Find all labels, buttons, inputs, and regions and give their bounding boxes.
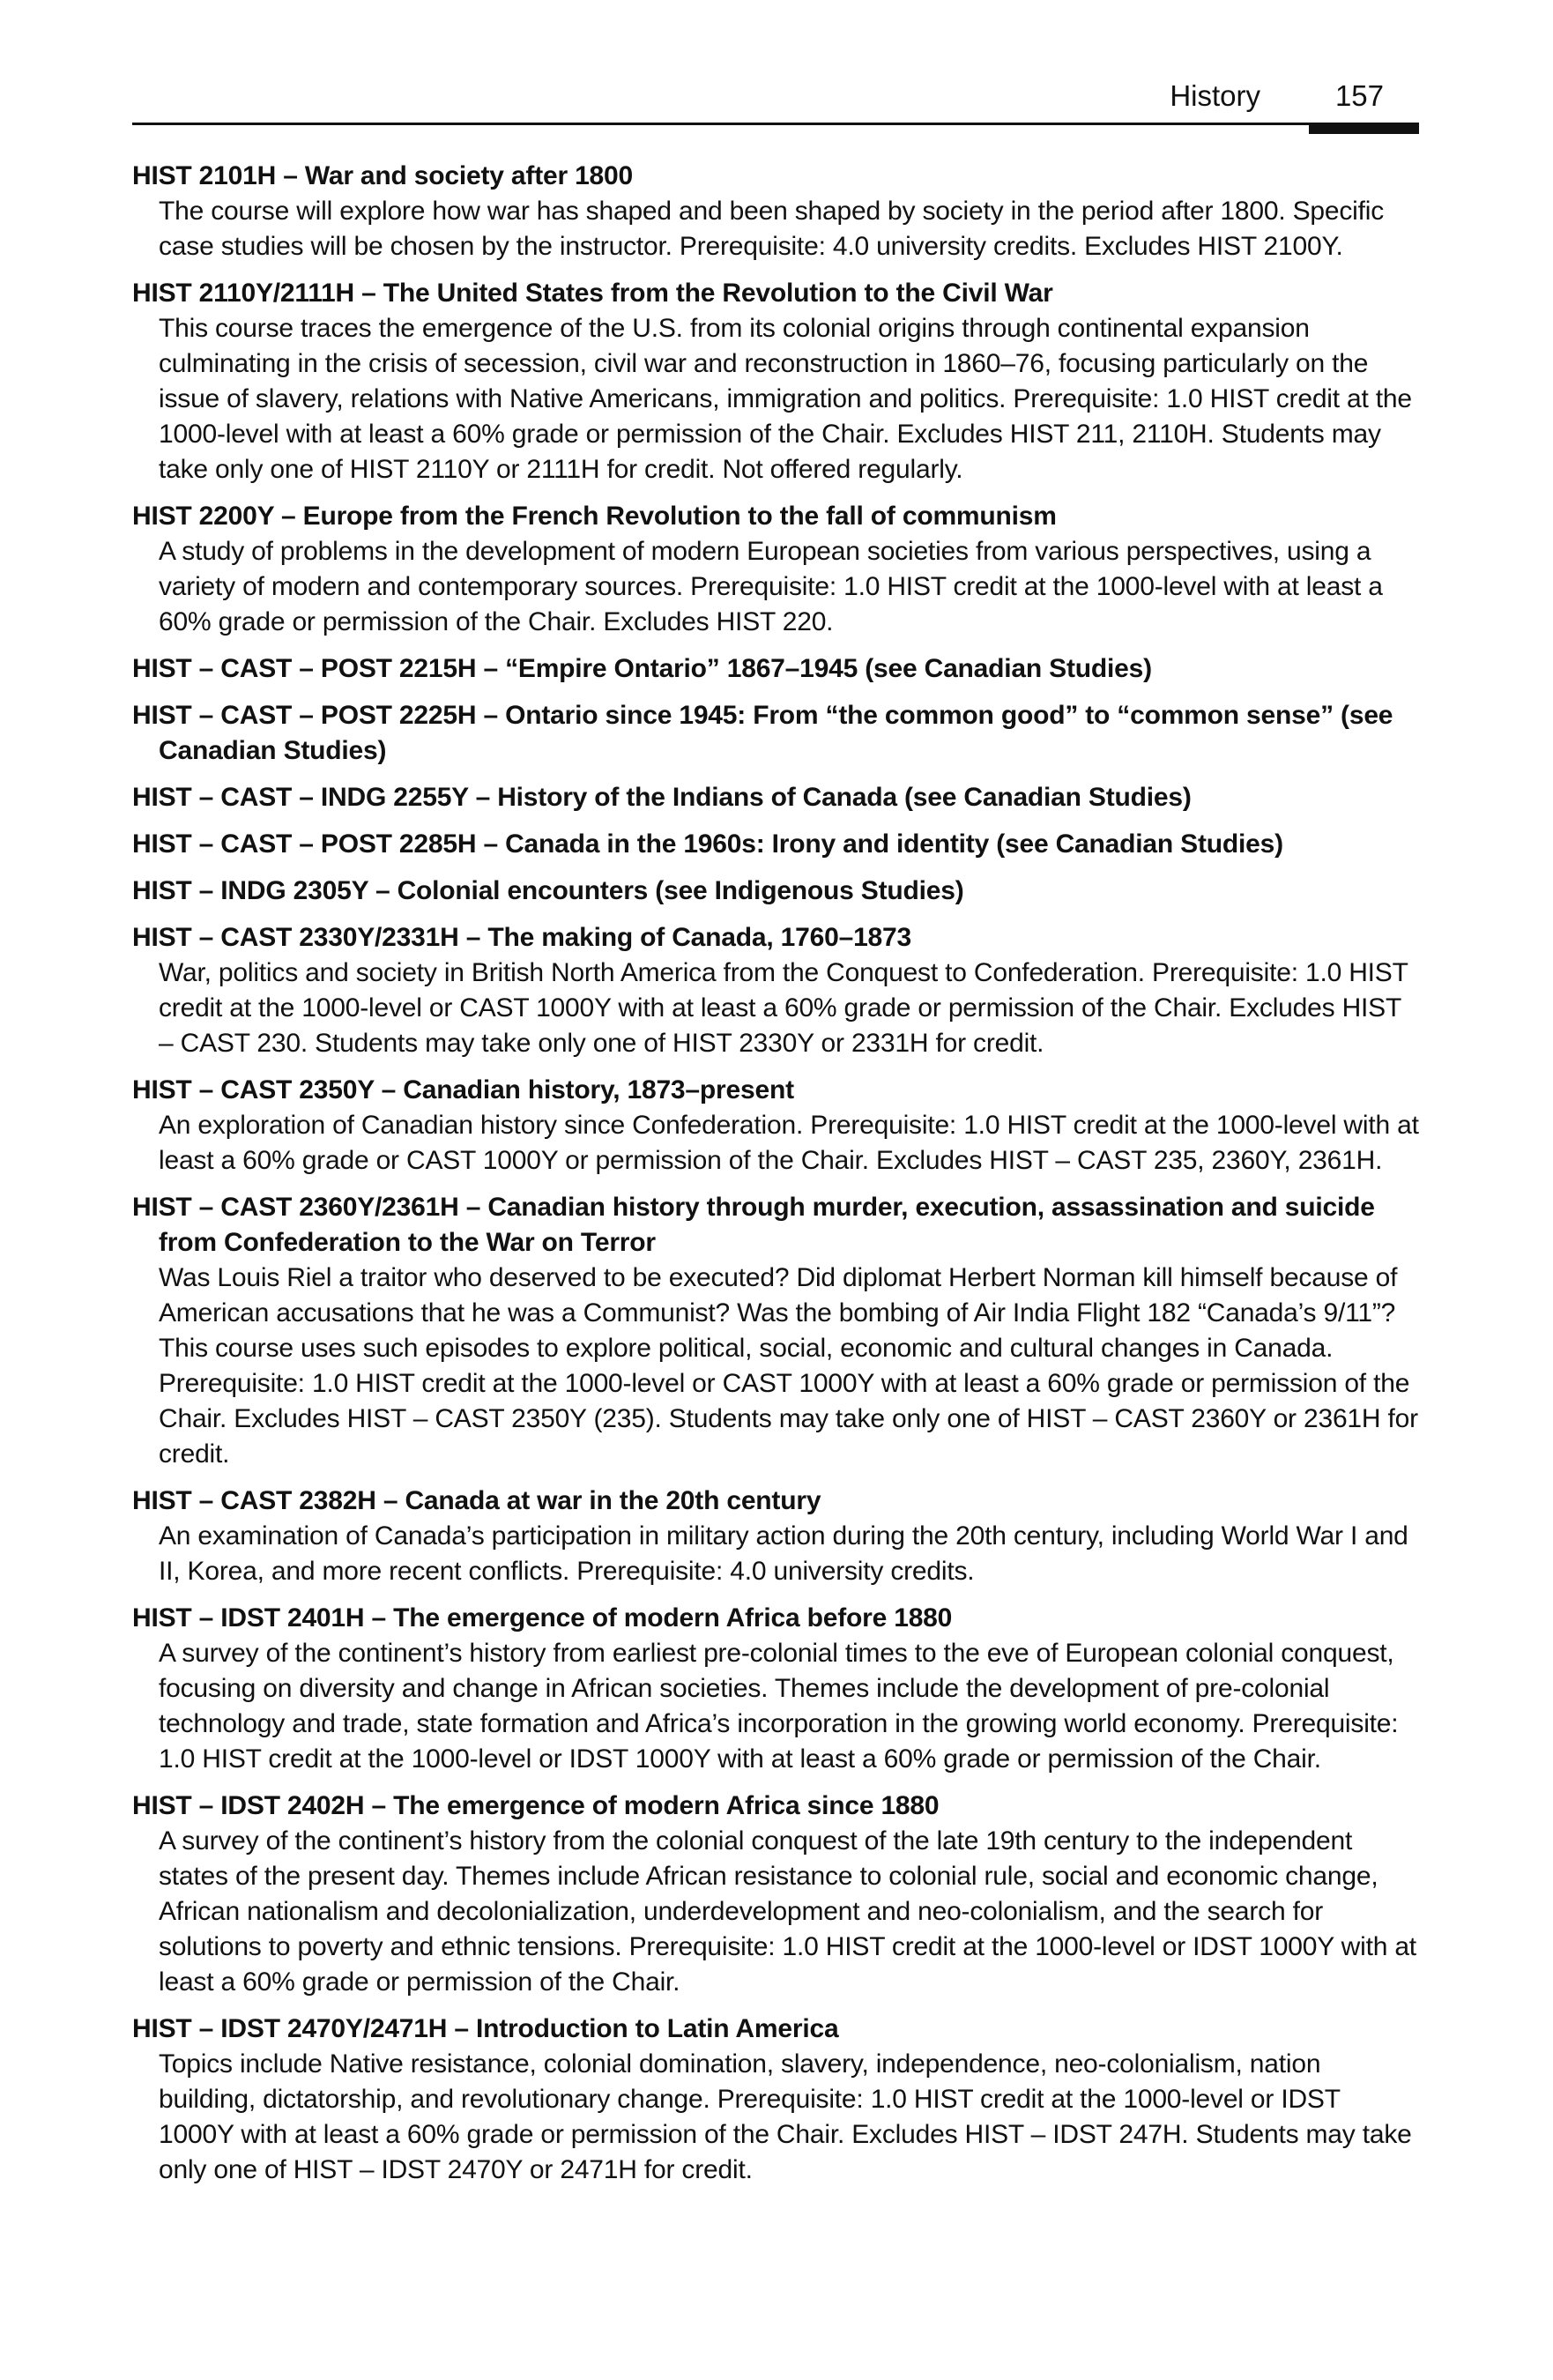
running-head-section: History	[1170, 79, 1260, 112]
course-title: HIST – CAST 2350Y – Canadian history, 1873–present	[132, 1075, 794, 1104]
course-list	[132, 159, 1419, 2199]
course-entry	[132, 2012, 1419, 2188]
course-description: An examination of Canada’s participation in military action during the 20th century, including World War I and II, Korea, and more recent conflicts. Prerequisite: 4.0 university credits.	[159, 1521, 1408, 1586]
header-tab-bar	[1309, 123, 1419, 134]
course-title: HIST – INDG 2305Y – Colonial encounters (see Indigenous Studies)	[132, 876, 964, 905]
course-title: HIST – CAST – POST 2285H – Canada in the 1960s: Irony and identity (see Canadian Studies)	[132, 829, 1283, 859]
course-description: Was Louis Riel a traitor who deserved to be executed? Did diplomat Herbert Norman kill himself because of American accusations that he was a Communist? Was the bombing of Air India Flight 182 “Canada’s 9/11”? This course uses such episodes to explore political, social, economic and cultural changes in Canada. Prerequisite: 1.0 HIST credit at the 1000-level or CAST 1000Y with at least a 60% grade or permission of the Chair. Excludes HIST – CAST 2350Y (235). Students may take only one of HIST – CAST 2360Y or 2361H for credit.	[159, 1263, 1418, 1469]
course-title: HIST – CAST – INDG 2255Y – History of the Indians of Canada (see Canadian Studies)	[132, 783, 1192, 812]
course-entry	[132, 276, 1419, 487]
course-title: HIST – CAST 2382H – Canada at war in the 20th century	[132, 1486, 821, 1515]
course-entry	[132, 1789, 1419, 2000]
page-header	[132, 78, 1419, 139]
course-description: Topics include Native resistance, colonial domination, slavery, independence, neo-colonialism, nation building, dictatorship, and revolutionary change. Prerequisite: 1.0 HIST credit at the 1000-level or IDST 1000Y with at least a 60% grade or permission of the Chair. Excludes HIST – IDST 247H. Students may take only one of HIST – IDST 2470Y or 2471H for credit.	[159, 2049, 1412, 2184]
course-title: HIST – IDST 2402H – The emergence of modern Africa since 1880	[132, 1791, 940, 1820]
course-entry	[132, 780, 1419, 815]
course-description: A study of problems in the development of modern European societies from various perspectives, using a variety of modern and contemporary sources. Prerequisite: 1.0 HIST credit at the 1000-level with at least a 60% grade or permission of the Chair. Excludes HIST 220.	[159, 537, 1383, 636]
course-entry	[132, 920, 1419, 1061]
course-title: HIST – IDST 2470Y/2471H – Introduction to Latin America	[132, 2014, 839, 2043]
course-entry	[132, 1190, 1419, 1472]
course-title: HIST – CAST 2360Y/2361H – Canadian history through murder, execution, assassination and suicide from Confederation to the War on Terror	[132, 1193, 1375, 1257]
course-description: A survey of the continent’s history from earliest pre-colonial times to the eve of European colonial conquest, focusing on diversity and change in African societies. Themes include the development of pre-colonial technology and trade, state formation and Africa’s incorporation in the growing world economy. Prerequisite: 1.0 HIST credit at the 1000-level or IDST 1000Y with at least a 60% grade or permission of the Chair.	[159, 1639, 1399, 1774]
course-title: HIST 2110Y/2111H – The United States from the Revolution to the Civil War	[132, 279, 1053, 308]
course-entry	[132, 651, 1419, 687]
course-title: HIST – CAST – POST 2225H – Ontario since 1945: From “the common good” to “common sense” (see Canadian Studies)	[132, 701, 1393, 765]
course-entry	[132, 159, 1419, 264]
course-entry	[132, 827, 1419, 862]
course-entry	[132, 499, 1419, 640]
course-title: HIST – IDST 2401H – The emergence of modern Africa before 1880	[132, 1603, 953, 1633]
course-entry	[132, 698, 1419, 769]
course-title: HIST 2200Y – Europe from the French Revolution to the fall of communism	[132, 502, 1057, 531]
course-description: The course will explore how war has shaped and been shaped by society in the period after 1800. Specific case studies will be chosen by the instructor. Prerequisite: 4.0 university credits. Excludes HIST 2100Y.	[159, 197, 1385, 261]
course-entry	[132, 1601, 1419, 1777]
course-description: This course traces the emergence of the U.S. from its colonial origins through continental expansion culminating in the crisis of secession, civil war and reconstruction in 1860–76, focusing particularly on the issue of slavery, relations with Native Americans, immigration and politics. Prerequisite: 1.0 HIST credit at the 1000-level with at least a 60% grade or permission of the Chair. Excludes HIST 211, 2110H. Students may take only one of HIST 2110Y or 2111H for credit. Not offered regularly.	[159, 314, 1412, 484]
course-entry	[132, 1073, 1419, 1179]
course-entry	[132, 874, 1419, 909]
course-entry	[132, 1484, 1419, 1589]
course-title: HIST – CAST 2330Y/2331H – The making of Canada, 1760–1873	[132, 923, 912, 952]
course-description: An exploration of Canadian history since Confederation. Prerequisite: 1.0 HIST credit at the 1000-level with at least a 60% grade or CAST 1000Y or permission of the Chair. Excludes HIST – CAST 235, 2360Y, 2361H.	[159, 1111, 1419, 1175]
page-number: 157	[1334, 79, 1384, 112]
course-title: HIST 2101H – War and society after 1800	[132, 161, 634, 190]
course-title: HIST – CAST – POST 2215H – “Empire Ontario” 1867–1945 (see Canadian Studies)	[132, 654, 1152, 683]
course-description: A survey of the continent’s history from the colonial conquest of the late 19th century to the independent states of the present day. Themes include African resistance to colonial rule, social and economic change, African nationalism and decolonialization, underdevelopment and neo-colonialism, and the search for solutions to poverty and ethnic tensions. Prerequisite: 1.0 HIST credit at the 1000-level or IDST 1000Y with at least a 60% grade or permission of the Chair.	[159, 1826, 1416, 1997]
header-rule	[132, 123, 1419, 125]
course-description: War, politics and society in British North America from the Conquest to Confederation. Prerequisite: 1.0 HIST credit at the 1000-level or CAST 1000Y with at least a 60% grade or permission of the Chair. Excludes HIST – CAST 230. Students may take only one of HIST 2330Y or 2331H for credit.	[159, 958, 1408, 1058]
